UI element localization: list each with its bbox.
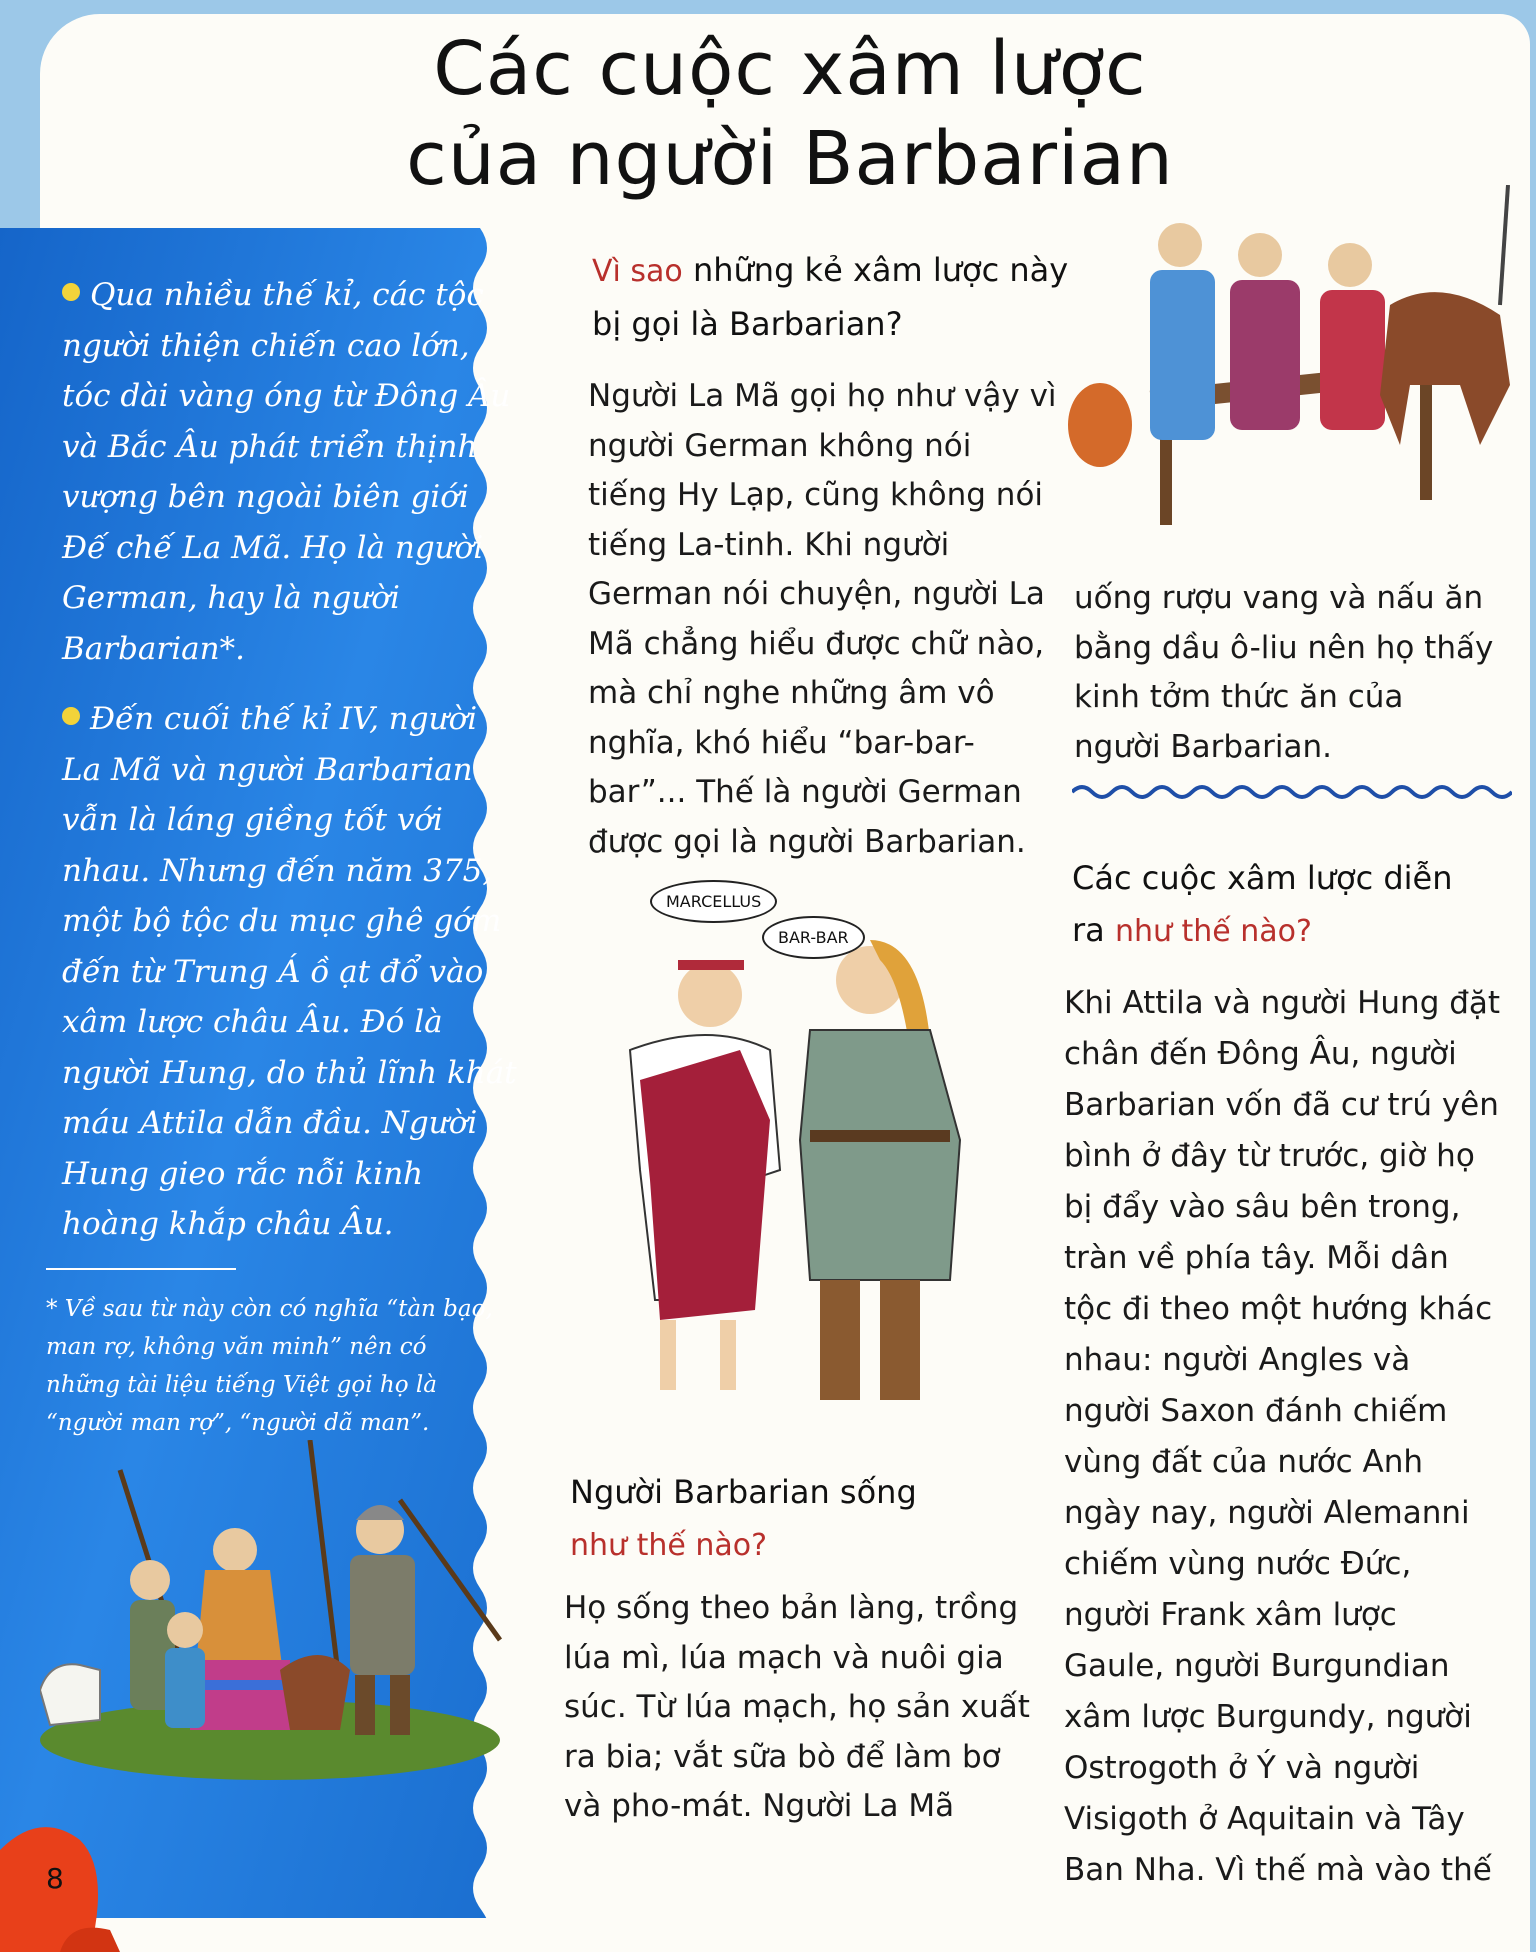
barbarian-migration-illustration — [40, 1440, 510, 1780]
bullet-dot — [62, 283, 80, 301]
sidebar-paragraph-1: Qua nhiều thế kỉ, các tộc người thiện chiến cao lớn, tóc dài vàng óng từ Đông Âu và Bắc Âu phát triển thịnh vượng bên ngoài biên giới Đế chế La Mã. Họ là người German, hay là người Barbarian*. — [62, 277, 511, 667]
section-divider-wave — [1072, 782, 1512, 802]
sidebar-paragraph-2: Đến cuối thế kỉ IV, người La Mã và người Barbarian vẫn là láng giềng tốt với nhau. Nhưng đến năm 375, một bộ tộc du mục ghê gớm đến từ Trung Á ồ ạt đổ vào xâm lược châu Âu. Đó là người Hung, do thủ lĩnh khát máu Attila dẫn đầu. Người Hung gieo rắc nỗi kinh hoàng khắp châu Âu. — [62, 701, 517, 1242]
roman-feast-illustration — [1060, 185, 1530, 555]
sidebar-text — [62, 270, 522, 1270]
bullet-dot — [62, 707, 80, 725]
roman-barbarian-conversation-illustration — [580, 880, 1000, 1440]
section-why-barbarian-body: Người La Mã gọi họ như vậy vì người German không nói tiếng Hy Lạp, cũng không nói tiếng La-tinh. Khi người German nói chuyện, người La Mã chẳng hiểu được chữ nào, mà chỉ nghe những âm vô nghĩa, khó hiểu “bar-bar-bar”... Thế là người German được gọi là người Barbarian. — [588, 378, 1057, 860]
section-invasions-body: Khi Attila và người Hung đặt chân đến Đông Âu, người Barbarian vốn đã cư trú yên bình ở đây từ trước, giờ họ bị đẩy vào sâu bên trong, tràn về phía tây. Mỗi dân tộc đi theo một hướng khác nhau: người Angles và người Saxon đánh chiếm vùng đất của nước Anh ngày nay, người Alemanni chiếm vùng nước Đức, người Frank xâm lược Gaule, người Burgundian xâm lược Burgundy, người Ostrogoth ở Ý và người Visigoth ở Aquitain và Tây Ban Nha. Vì thế mà vào thế — [1064, 985, 1501, 1888]
page-title — [340, 24, 1240, 204]
footnote-divider — [46, 1268, 236, 1270]
speech-bubble-barbarian: BAR-BAR — [762, 916, 865, 959]
section-how-lived-heading: Người Barbarian sống như thế nào? — [570, 1473, 917, 1563]
page-number: 8 — [46, 1862, 64, 1895]
section-why-barbarian-heading: Vì sao những kẻ xâm lược này bị gọi là Barbarian? — [592, 251, 1069, 343]
title-line-2: của người Barbarian — [406, 116, 1174, 202]
section-invasions-heading: Các cuộc xâm lược diễn ra như thế nào? — [1072, 859, 1453, 949]
speech-bubble-roman: MARCELLUS — [650, 880, 777, 923]
section-why-barbarian-continued: uống rượu vang và nấu ăn bằng dầu ô-liu nên họ thấy kinh tởm thức ăn của người Barbarian. — [1074, 580, 1494, 765]
section-how-lived-body: Họ sống theo bản làng, trồng lúa mì, lúa mạch và nuôi gia súc. Từ lúa mạch, họ sản xuất ra bia; vắt sữa bò để làm bơ và pho-mát. Người La Mã — [564, 1590, 1030, 1824]
footnote: * Về sau từ này còn có nghĩa “tàn bạo, man rợ, không văn minh” nên có những tài liệu tiếng Việt gọi họ là “người man rợ”, “người dã man”. — [46, 1296, 493, 1436]
title-line-1: Các cuộc xâm lược — [433, 26, 1147, 112]
